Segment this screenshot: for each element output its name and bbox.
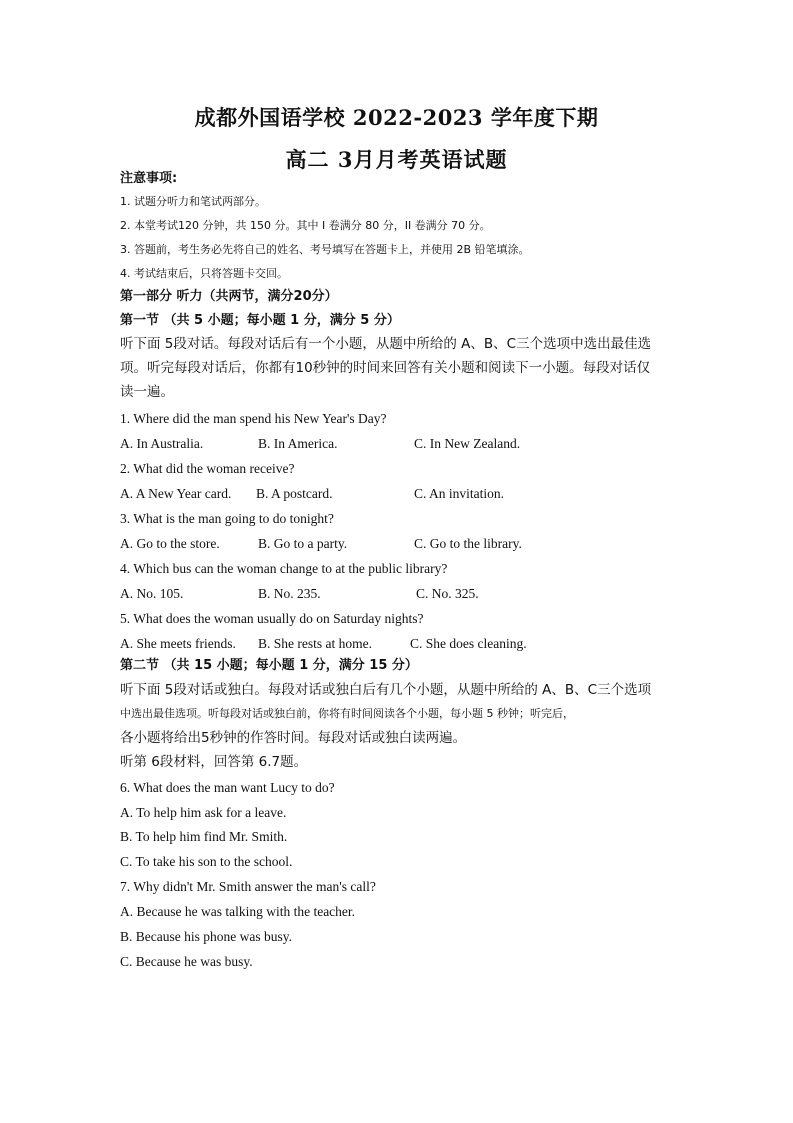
question-6: 6. What does the man want Lucy to do? bbox=[120, 780, 335, 795]
section1-heading: 第一节 （共 5 小题；每小题 1 分，满分 5 分） bbox=[120, 313, 400, 328]
q1-option-b: B. In America. bbox=[258, 436, 338, 451]
q3-option-a: A. Go to the store. bbox=[120, 536, 220, 551]
question-4: 4. Which bus can the woman change to at the public library? bbox=[120, 561, 448, 576]
q4-option-c: C. No. 325. bbox=[416, 586, 479, 601]
notice-item: 1. 试题分听力和笔试两部分。 bbox=[120, 195, 266, 208]
question-3: 3. What is the man going to do tonight? bbox=[120, 511, 334, 526]
notice-heading: 注意事项: bbox=[120, 171, 178, 186]
notice-item: 4. 考试结束后，只将答题卡交回。 bbox=[120, 267, 288, 280]
q2-option-b: B. A postcard. bbox=[256, 486, 333, 501]
q4-option-b: B. No. 235. bbox=[258, 586, 321, 601]
section2-instruction: 听下面 5段对话或独白。每段对话或独白后有几个小题，从题中所给的 A、B、C三个选项 bbox=[120, 682, 652, 698]
exam-title-school: 成都外国语学校 2022-2023 学年度下期 bbox=[194, 105, 599, 130]
q3-option-c: C. Go to the library. bbox=[414, 536, 522, 551]
q2-option-a: A. A New Year card. bbox=[120, 486, 232, 501]
exam-title-subject: 高二 3月月考英语试题 bbox=[285, 147, 508, 172]
q1-option-a: A. In Australia. bbox=[120, 436, 204, 451]
section2-heading: 第二节 （共 15 小题；每小题 1 分，满分 15 分） bbox=[120, 658, 418, 673]
section1-instruction: 听下面 5段对话。每段对话后有一个小题，从题中所给的 A、B、C三个选项中选出最佳选 bbox=[120, 336, 652, 352]
q6-option-c: C. To take his son to the school. bbox=[120, 854, 293, 869]
section1-instruction: 项。听完每段对话后，你都有10秒钟的时间来回答有关小题和阅读下一小题。每段对话仅 bbox=[120, 360, 651, 376]
q5-option-a: A. She meets friends. bbox=[120, 636, 236, 651]
q6-option-b: B. To help him find Mr. Smith. bbox=[120, 829, 288, 844]
question-1: 1. Where did the man spend his New Year's Day? bbox=[120, 411, 387, 426]
q7-option-b: B. Because his phone was busy. bbox=[120, 929, 292, 944]
notice-item: 2. 本堂考试120 分钟，共 150 分。其中 I 卷满分 80 分，II 卷满分 70 分。 bbox=[120, 219, 491, 232]
q3-option-b: B. Go to a party. bbox=[258, 536, 348, 551]
q2-option-c: C. An invitation. bbox=[414, 486, 505, 501]
section2-instruction: 中选出最佳选项。听每段对话或独白前，你将有时间阅读各个小题，每小题 5 秒钟；听完后， bbox=[120, 707, 574, 720]
q5-option-c: C. She does cleaning. bbox=[410, 636, 527, 651]
q7-option-a: A. Because he was talking with the teacher. bbox=[120, 904, 356, 919]
q4-option-a: A. No. 105. bbox=[120, 586, 184, 601]
q7-option-c: C. Because he was busy. bbox=[120, 954, 253, 969]
q6-option-a: A. To help him ask for a leave. bbox=[120, 805, 287, 820]
q5-option-b: B. She rests at home. bbox=[258, 636, 372, 651]
part1-heading: 第一部分 听力（共两节，满分20分） bbox=[120, 289, 338, 304]
question-5: 5. What does the woman usually do on Saturday nights? bbox=[120, 611, 424, 626]
section2-instruction: 各小题将给出5秒钟的作答时间。每段对话或独白读两遍。 bbox=[120, 730, 467, 746]
section1-instruction: 读一遍。 bbox=[120, 384, 174, 400]
material-note: 听第 6段材料，回答第 6.7题。 bbox=[120, 754, 308, 770]
question-7: 7. Why didn't Mr. Smith answer the man's call? bbox=[120, 879, 376, 894]
notice-item: 3. 答题前，考生务必先将自己的姓名、考号填写在答题卡上，并使用 2B 铅笔填涂。 bbox=[120, 243, 530, 256]
q1-option-c: C. In New Zealand. bbox=[414, 436, 521, 451]
question-2: 2. What did the woman receive? bbox=[120, 461, 295, 476]
